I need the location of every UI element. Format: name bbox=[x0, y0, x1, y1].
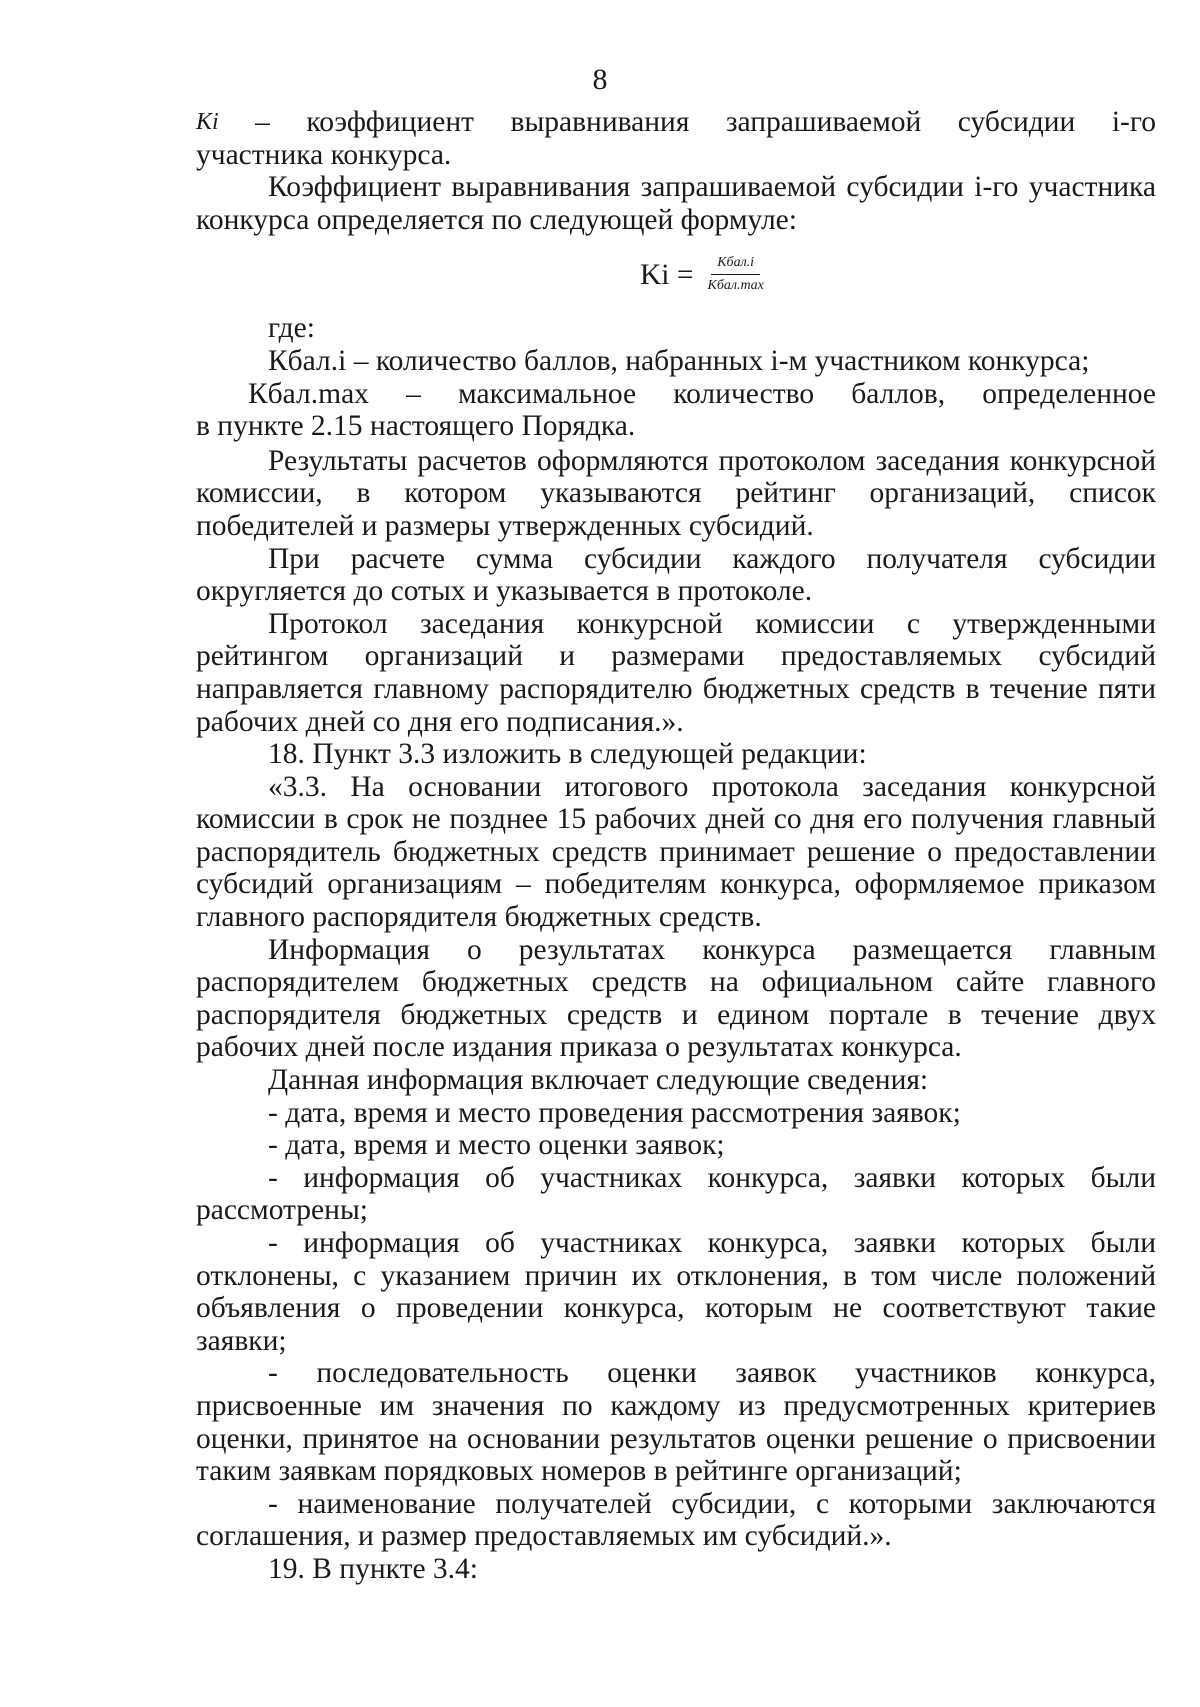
kbal-max-continuation: в пункте 2.15 настоящего Порядка. bbox=[196, 410, 636, 443]
ki-word: субсидии bbox=[957, 106, 1076, 138]
paragraph-3-3: «3.3. На основании итогового протокола заседания конкурсной комиссии в срок не позднее 15 рабочих дней со дня его получения главный распорядитель бюджетных средств принимает решение о предоставлении субсидий организациям – победителям конкурса, оформляемое приказом главного распорядителя бюджетных средств. bbox=[196, 770, 1156, 934]
list-item: - информация об участниках конкурса, заявки которых были отклонены, с указанием причин их отклонения, в том числе положений объявления о проведении конкурса, которым не соответствуют такие заявки; bbox=[196, 1227, 1156, 1357]
ki-word: выравнивания bbox=[510, 106, 690, 138]
list-item: - информация об участниках конкурса, заявки которых были рассмотрены; bbox=[196, 1161, 1156, 1227]
paragraph-includes: Данная информация включает следующие сведения: bbox=[268, 1064, 929, 1097]
kbal-max-word: Кбал.max bbox=[248, 377, 369, 410]
ki-word: i-го bbox=[1111, 106, 1156, 138]
ki-definition bbox=[196, 106, 1156, 171]
paragraph-information: Информация о результатах конкурса размещается главным распорядителем бюджетных средств на официальном сайте главного распорядителя бюджетных средств и едином портале в течение двух рабочих дней после издания приказа о результатах конкурса. bbox=[196, 933, 1156, 1064]
ki-formula bbox=[640, 254, 768, 295]
list-item: - последовательность оценки заявок участников конкурса, присвоенные им значения по каждому из предусмотренных критериев оценки, принятое на основании результатов оценки решение о присвоении таким заявкам порядковых номеров в рейтинге организаций; bbox=[196, 1357, 1156, 1488]
list-item: - дата, время и место оценки заявок; bbox=[268, 1129, 725, 1162]
kbal-max-definition bbox=[196, 378, 1156, 443]
ki-symbol: Ki bbox=[196, 109, 219, 135]
ki-definition-line bbox=[196, 106, 1156, 139]
ki-definition-continuation: участника конкурса. bbox=[196, 138, 452, 171]
kbal-max-word: – bbox=[406, 377, 421, 410]
paragraph-protocol: Протокол заседания конкурсной комиссии с утвержденными рейтингом организаций и размерами предоставляемых субсидий направляется главному распорядителю бюджетных средств в течение пяти рабочих дней со дня его подписания.». bbox=[196, 607, 1156, 738]
kbal-max-word: определенное bbox=[982, 377, 1156, 410]
ki-word: запрашиваемой bbox=[725, 106, 922, 138]
formula-denominator: Кбал.max bbox=[707, 278, 764, 294]
formula-lhs: Ki = bbox=[640, 258, 694, 291]
formula-numerator: Кбал.i bbox=[711, 254, 760, 275]
formula-fraction bbox=[704, 254, 768, 295]
kbal-max-line bbox=[196, 378, 1156, 411]
ki-dash: – bbox=[255, 106, 270, 138]
formula-block bbox=[196, 250, 1156, 308]
kbal-max-word: максимальное bbox=[458, 377, 637, 410]
list-item: - дата, время и место проведения рассмотрения заявок; bbox=[268, 1096, 961, 1129]
page-number: 8 bbox=[592, 63, 608, 96]
kbal-max-word: баллов, bbox=[851, 377, 946, 410]
ki-word: коэффициент bbox=[306, 106, 475, 138]
paragraph-item-19: 19. В пункте 3.4: bbox=[268, 1552, 479, 1585]
paragraph-coefficient: Коэффициент выравнивания запрашиваемой субсидии i-го участника конкурса определяется по следующей формуле: bbox=[196, 171, 1156, 236]
kbal-max-word: количество bbox=[673, 377, 815, 410]
kbal-i-definition: Кбал.i – количество баллов, набранных i-м участником конкурса; bbox=[268, 344, 1090, 377]
list-item: - наименование получателей субсидии, с которыми заключаются соглашения, и размер предоставляемых им субсидий.». bbox=[196, 1487, 1156, 1553]
paragraph-results: Результаты расчетов оформляются протоколом заседания конкурсной комиссии, в котором указываются рейтинг организаций, список победителей и размеры утвержденных субсидий. bbox=[196, 444, 1156, 542]
where-label: где: bbox=[268, 312, 315, 345]
document-body bbox=[196, 106, 1156, 1586]
paragraph-rounding: При расчете сумма субсидии каждого получателя субсидии округляется до сотых и указывается в протоколе. bbox=[196, 542, 1156, 608]
paragraph-item-18: 18. Пункт 3.3 изложить в следующей редакции: bbox=[268, 738, 867, 771]
